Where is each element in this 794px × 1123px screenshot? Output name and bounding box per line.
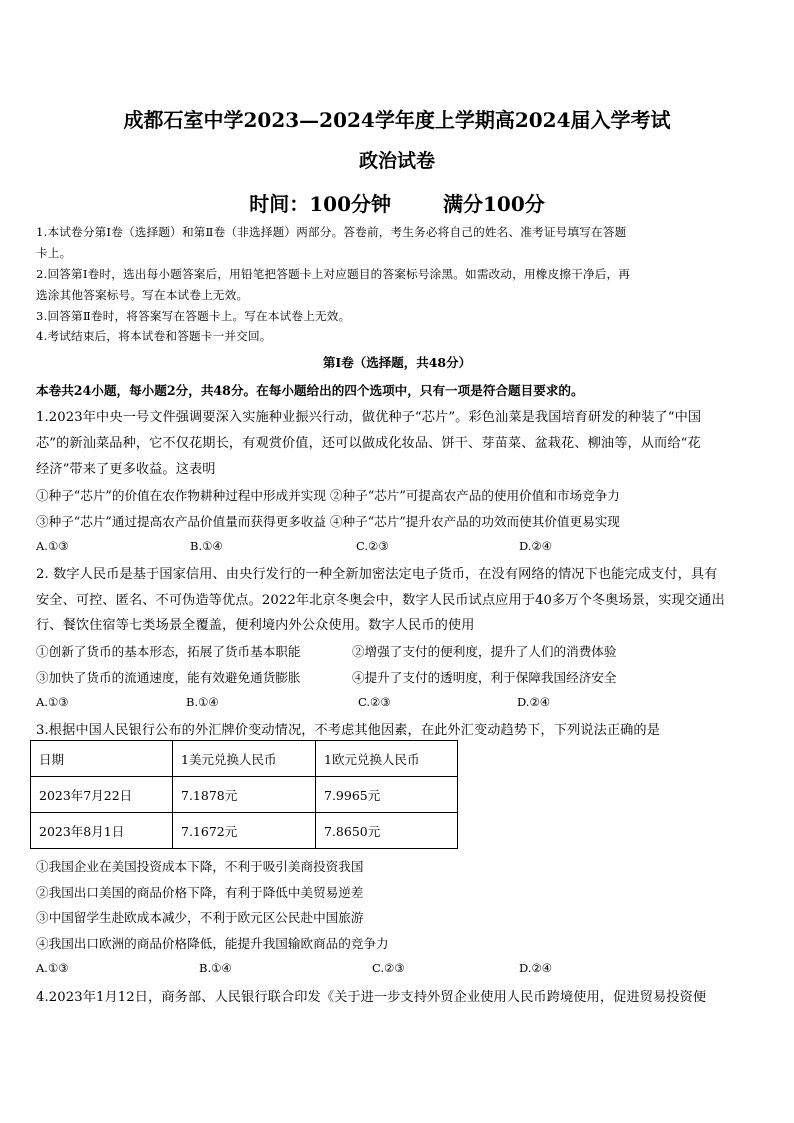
q2-stem-line: 2. 数字人民币是基于国家信用、由央行发行的一种全新加密法定电子货币，在没有网络的情况下也能完成支付，具有 xyxy=(36,567,718,582)
q1-statement: ①种子“芯片”的价值在农作物耕种过程中形成并实现 ②种子“芯片”可提高农产品的使用价值和市场竞争力 xyxy=(36,488,620,503)
q3-choice-b[interactable]: B.①④ xyxy=(199,961,232,975)
q2-choice-d[interactable]: D.②④ xyxy=(517,695,551,709)
note-line: 2.回答第Ⅰ卷时，选出每小题答案后，用铅笔把答题卡上对应题目的答案标号涂黑。如需改动，用橡皮擦干净后，再 xyxy=(36,267,631,281)
q1-stem-line: 芯”的新汕菜品种，它不仅花期长，有观赏价值，还可以做成化妆品、饼干、芽苗菜、盆栽花、柳油等，从而给“花 xyxy=(36,436,701,451)
table-header-cell: 1美元兑换人民币 xyxy=(173,741,316,777)
q3-stem: 3.根据中国人民银行公布的外汇牌价变动情况，不考虑其他因素，在此外汇变动趋势下，下列说法正确的是 xyxy=(36,723,661,738)
q1-choice-d[interactable]: D.②④ xyxy=(519,539,553,553)
table-row xyxy=(31,777,458,813)
note-line: 选涂其他答案标号。写在本试卷上无效。 xyxy=(36,288,249,302)
exam-time: 时间：100分钟 xyxy=(249,192,391,216)
q2-stem-line: 行、餐饮住宿等七类场景全覆盖，便利境内外公众使用。数字人民币的使用 xyxy=(36,618,475,633)
q2-statement: ①创新了货币的基本形态，拓展了货币基本职能 xyxy=(36,644,301,659)
q2-choice-b[interactable]: B.①④ xyxy=(186,695,219,709)
q2-statement: ③加快了货币的流通速度，能有效避免通货膨胀 xyxy=(36,670,301,685)
table-header-row xyxy=(31,741,458,777)
q3-statement: ②我国出口美国的商品价格下降，有利于降低中美贸易逆差 xyxy=(36,885,364,900)
q2-choice-c[interactable]: C.②③ xyxy=(358,695,391,709)
note-line: 3.回答第Ⅱ卷时，将答案写在答题卡上。写在本试卷上无效。 xyxy=(36,309,351,323)
exam-subject: 政治试卷 xyxy=(358,150,435,172)
note-line: 1.本试卷分第Ⅰ卷（选择题）和第Ⅱ卷（非选择题）两部分。答卷前，考生务必将自己的姓名、准考证号填写在答题 xyxy=(36,225,627,239)
section-title: 第Ⅰ卷（选择题，共48分） xyxy=(322,355,472,370)
table-header-cell: 日期 xyxy=(31,741,173,777)
q1-choice-a[interactable]: A.①③ xyxy=(36,539,69,553)
q3-statement: ④我国出口欧洲的商品价格降低，能提升我国输欧商品的竞争力 xyxy=(36,936,389,951)
exam-full-score: 满分100分 xyxy=(443,192,545,216)
q3-choice-d[interactable]: D.②④ xyxy=(519,961,553,975)
note-line: 卡上。 xyxy=(36,246,72,260)
section-instruction: 本卷共24小题，每小题2分，共48分。在每小题给出的四个选项中，只有一项是符合题目要求的。 xyxy=(36,383,584,398)
q1-statement: ③种子“芯片”通过提高农产品价值量而获得更多收益 ④种子“芯片”提升农产品的功效而使其价值更易实现 xyxy=(36,514,620,529)
table-cell: 7.8650元 xyxy=(316,813,458,849)
table-cell: 2023年8月1日 xyxy=(31,813,173,849)
exchange-rate-table xyxy=(30,740,458,849)
q1-choice-b[interactable]: B.①④ xyxy=(190,539,223,553)
table-header-cell: 1欧元兑换人民币 xyxy=(316,741,458,777)
note-line: 4.考试结束后，将本试卷和答题卡一并交回。 xyxy=(36,329,272,343)
exam-title: 成都石室中学2023—2024学年度上学期高2024届入学考试 xyxy=(123,108,671,132)
exam-time-score xyxy=(0,188,794,217)
table-cell: 7.1878元 xyxy=(173,777,316,813)
q3-choice-a[interactable]: A.①③ xyxy=(36,961,69,975)
q4-stem: 4.2023年1月12日，商务部、人民银行联合印发《关于进一步支持外贸企业使用人民币跨境使用，促进贸易投资便 xyxy=(36,990,707,1005)
table-cell: 2023年7月22日 xyxy=(31,777,173,813)
q2-choice-a[interactable]: A.①③ xyxy=(36,695,69,709)
q3-choice-c[interactable]: C.②③ xyxy=(372,961,405,975)
table-row xyxy=(31,813,458,849)
q1-stem-line: 经济”带来了更多收益。这表明 xyxy=(36,462,216,477)
q2-stem-line: 安全、可控、匿名、不可伪造等优点。2022年北京冬奥会中，数字人民币试点应用于40多万个冬奥场景，实现交通出 xyxy=(36,593,725,608)
table-cell: 7.1672元 xyxy=(173,813,316,849)
q2-statement: ②增强了支付的便利度，提升了人们的消费体验 xyxy=(352,644,617,659)
q1-stem-line: 1.2023年中央一号文件强调要深入实施种业振兴行动，做优种子“芯片”。彩色汕菜是我国培育研发的种装了“中国 xyxy=(36,410,702,425)
q3-statement: ③中国留学生赴欧成本减少，不利于欧元区公民赴中国旅游 xyxy=(36,910,364,925)
table-cell: 7.9965元 xyxy=(316,777,458,813)
q1-choice-c[interactable]: C.②③ xyxy=(356,539,389,553)
q2-statement: ④提升了支付的透明度，利于保障我国经济安全 xyxy=(352,670,617,685)
q3-statement: ①我国企业在美国投资成本下降，不利于吸引美商投资我国 xyxy=(36,859,364,874)
